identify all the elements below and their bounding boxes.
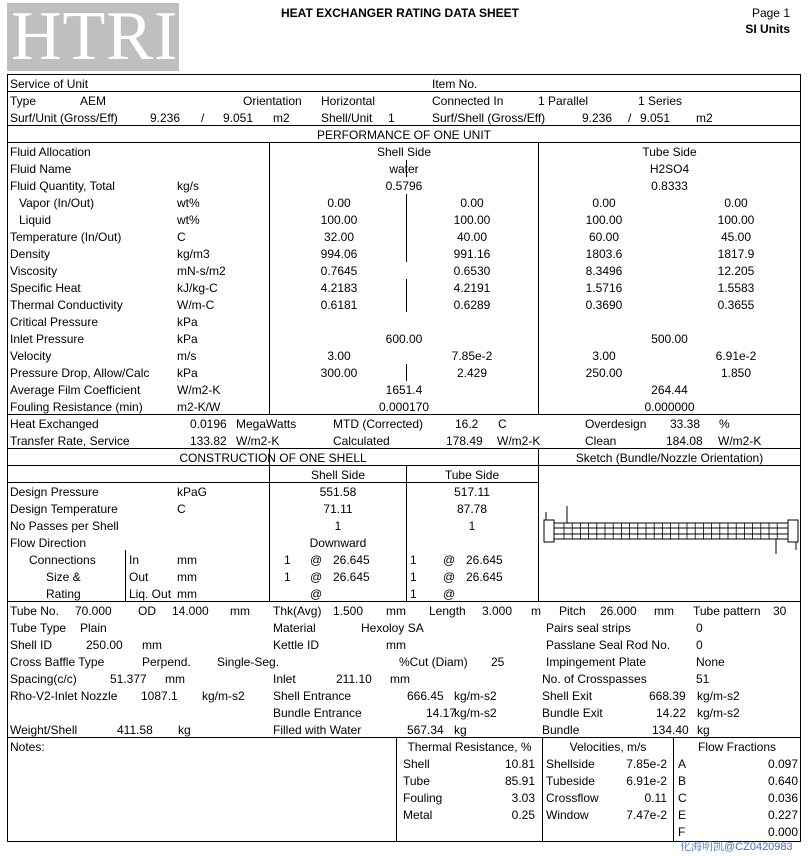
- geometry-rho-unit: kg/m-s2: [697, 706, 740, 720]
- perf-shell-value: 0.000170: [378, 400, 430, 414]
- mtd-value: 16.2: [455, 417, 479, 431]
- conn-out-unit: mm: [177, 570, 197, 584]
- flow-fraction-label: B: [678, 774, 687, 788]
- velocity-label: Tubeside: [546, 774, 595, 788]
- perf-cell: 1.850: [720, 366, 752, 380]
- perf-cell: 0.3655: [717, 298, 755, 312]
- flow-fraction-value: 0.640: [767, 774, 798, 788]
- geometry-mm: mm: [386, 604, 406, 618]
- perf-row-unit: kPa: [177, 315, 198, 329]
- v-line: [538, 449, 539, 602]
- geometry-crosspasses: 51: [696, 672, 710, 686]
- geometry-rho-unit: kg/m-s2: [454, 706, 497, 720]
- surf-unit-gross: 9.236: [150, 111, 181, 125]
- perf-cell: 40.00: [456, 230, 488, 244]
- perf-tube-value: 500.00: [651, 332, 688, 346]
- perf-cell: 0.00: [724, 196, 748, 210]
- perf-tube-value: 264.44: [651, 383, 688, 397]
- conn-out-label: Out: [129, 570, 149, 584]
- geometry-baffle-type: Perpend.: [142, 655, 191, 669]
- conn-in-shell-count: 1: [284, 553, 291, 567]
- perf-row-label: Vapor (In/Out): [19, 196, 95, 210]
- rating-label: Rating: [46, 587, 81, 601]
- geometry-tube-no: 70.000: [75, 604, 112, 618]
- units-label: SI Units: [745, 22, 790, 36]
- perf-cell: 1.5716: [585, 281, 623, 295]
- surf-unit-slash: /: [201, 111, 205, 125]
- perf-tube-value: 0.000000: [644, 400, 695, 414]
- geometry-bundle-exit: 14.22: [656, 706, 687, 720]
- surf-shell-unit: m2: [696, 111, 713, 125]
- perf-tube-side: Tube Side: [642, 145, 697, 159]
- perf-cell: 1.5583: [717, 281, 755, 295]
- h-line: [8, 91, 800, 92]
- geometry-kg: kg: [454, 723, 467, 737]
- perf-row-label: Fouling Resistance (min): [10, 400, 143, 414]
- v-line: [406, 364, 407, 381]
- geometry-mm: mm: [654, 604, 674, 618]
- flow-fraction-value: 0.000: [767, 825, 798, 839]
- service-label: Service of Unit: [10, 77, 89, 91]
- velocity-label: Window: [546, 808, 589, 822]
- geometry-mm: mm: [142, 638, 162, 652]
- page-number: Page 1: [751, 6, 790, 20]
- geometry-length: 3.000: [482, 604, 513, 618]
- geometry-pitch-label: Pitch: [559, 604, 586, 618]
- perf-row-label: Inlet Pressure: [10, 332, 85, 346]
- velocity-value: 7.47e-2: [626, 808, 667, 822]
- cons-tube-side: Tube Side: [444, 468, 500, 482]
- perf-row-label: Viscosity: [10, 264, 58, 278]
- velocity-value: 7.85e-2: [626, 757, 667, 771]
- design-pressure-unit: kPaG: [177, 485, 208, 499]
- geometry-baffle-seg: Single-Seg.: [217, 655, 280, 669]
- perf-cell: 1803.6: [585, 247, 623, 261]
- geometry-rho-unit: kg/m-s2: [202, 689, 245, 703]
- surf-unit-unit: m2: [273, 111, 290, 125]
- conn-liq-tube-count: 1: [410, 587, 417, 601]
- conn-in-tube-at: @: [443, 553, 456, 567]
- v-line: [125, 550, 126, 601]
- design-temp-unit: C: [177, 502, 186, 516]
- perf-cell: 7.85e-2: [451, 349, 493, 363]
- clean-unit: W/m2-K: [718, 434, 762, 448]
- geometry-od-label: OD: [138, 604, 156, 618]
- perf-row-unit: wt%: [177, 196, 200, 210]
- overdesign-label: Overdesign: [585, 417, 647, 431]
- thermal-value: 0.25: [511, 808, 535, 822]
- perf-cell: 45.00: [720, 230, 752, 244]
- conn-liq-unit: mm: [177, 587, 197, 601]
- velocity-label: Shellside: [546, 757, 595, 771]
- perf-cell: 100.00: [585, 213, 623, 227]
- geometry-mm: mm: [165, 672, 185, 686]
- connected-parallel: 1 Parallel: [538, 94, 589, 108]
- perf-row-label: Velocity: [10, 349, 52, 363]
- conn-liq-tube-at: @: [443, 587, 456, 601]
- surf-unit-label: Surf/Unit (Gross/Eff): [10, 111, 118, 125]
- geometry-mm: mm: [386, 638, 406, 652]
- perf-tube-value: H2SO4: [649, 162, 690, 176]
- geometry-shell-exit: 668.39: [649, 689, 686, 703]
- calculated-unit: W/m2-K: [497, 434, 541, 448]
- flow-fraction-value: 0.036: [767, 791, 798, 805]
- calculated-value: 178.49: [446, 434, 483, 448]
- perf-cell: 6.91e-2: [715, 349, 757, 363]
- flow-direction-shell: Downward: [309, 536, 367, 550]
- surf-shell-slash: /: [628, 111, 632, 125]
- geometry-filled: 567.34: [407, 723, 444, 737]
- perf-row-unit: kg/s: [177, 179, 200, 193]
- perf-cell: 100.00: [717, 213, 755, 227]
- passes-label: No Passes per Shell: [10, 519, 119, 533]
- geometry-passlane: 0: [696, 638, 703, 652]
- geometry-mm: mm: [390, 672, 410, 686]
- perf-row-label: Fluid Quantity, Total: [10, 179, 115, 193]
- geometry-material: Hexoloy SA: [361, 621, 424, 635]
- flow-fraction-value: 0.097: [767, 757, 798, 771]
- geometry-tube-type-label: Tube Type: [10, 621, 67, 635]
- perf-row-unit: m/s: [177, 349, 197, 363]
- perf-row-unit: kPa: [177, 366, 198, 380]
- perf-row-label: Temperature (In/Out): [10, 230, 122, 244]
- thermal-resistance-title: Thermal Resistance, %: [407, 740, 532, 754]
- passes-shell: 1: [334, 519, 342, 533]
- geometry-rho-unit: kg/m-s2: [697, 689, 740, 703]
- htri-logo: HTRI: [7, 3, 179, 71]
- mtd-unit: C: [498, 417, 507, 431]
- surf-shell-eff: 9.051: [640, 111, 671, 125]
- calculated-label: Calculated: [333, 434, 390, 448]
- perf-row-unit: kPa: [177, 332, 198, 346]
- perf-cell: 3.00: [592, 349, 616, 363]
- perf-shell-value: 600.00: [385, 332, 423, 346]
- heat-exchanged-label: Heat Exchanged: [10, 417, 99, 431]
- heat-exchanged-value: 0.0196: [190, 417, 227, 431]
- perf-row-unit: mN-s/m2: [177, 264, 226, 278]
- cons-shell-side: Shell Side: [310, 468, 366, 482]
- geometry-inlet: 211.10: [336, 672, 372, 686]
- geometry-shell-id-label: Shell ID: [10, 638, 53, 652]
- perf-cell: 1817.9: [717, 247, 755, 261]
- velocity-value: 0.11: [644, 791, 667, 805]
- geometry-rho-label: Rho-V2-Inlet Nozzle: [10, 689, 118, 703]
- sketch-right-head: [788, 520, 798, 542]
- perf-row-unit: kJ/kg-C: [177, 281, 218, 295]
- thermal-label: Fouling: [403, 791, 443, 805]
- perf-row-unit: C: [177, 230, 186, 244]
- geometry-pairs: 0: [696, 621, 703, 635]
- watermark: 化海明凯@CZ0420983: [680, 841, 793, 853]
- perf-row-unit: W/m2-K: [177, 383, 221, 397]
- mtd-label: MTD (Corrected): [333, 417, 424, 431]
- geometry-m: m: [531, 604, 541, 618]
- conn-in-unit: mm: [177, 553, 197, 567]
- heat-exchanged-unit: MegaWatts: [236, 417, 297, 431]
- geometry-shell-entr-label: Shell Entrance: [273, 689, 352, 703]
- geometry-kg: kg: [697, 723, 710, 737]
- geometry-od: 14.000: [172, 604, 209, 618]
- design-temp-tube: 87.78: [456, 502, 488, 516]
- passes-tube: 1: [468, 519, 476, 533]
- geometry-pattern: 30: [773, 604, 787, 618]
- conn-in-shell-size: 26.645: [333, 553, 370, 567]
- thermal-value: 85.91: [504, 774, 535, 788]
- geometry-cut-label: %Cut (Diam): [399, 655, 468, 669]
- perf-row-label: Fluid Allocation: [10, 145, 91, 159]
- clean-value: 184.08: [666, 434, 703, 448]
- design-pressure-label: Design Pressure: [10, 485, 99, 499]
- sketch-baffles: [564, 523, 777, 539]
- perf-shell-value: 1651.4: [385, 383, 423, 397]
- connected-label: Connected In: [432, 94, 504, 108]
- orientation-value: Horizontal: [321, 94, 376, 108]
- geometry-pairs-label: Pairs seal strips: [546, 621, 631, 635]
- perf-cell: 0.00: [460, 196, 484, 210]
- conn-in-shell-at: @: [310, 553, 323, 567]
- design-pressure-tube: 517.11: [454, 485, 490, 499]
- geometry-crosspasses-label: No. of Crosspasses: [542, 672, 647, 686]
- thermal-value: 10.81: [504, 757, 535, 771]
- perf-shell-value: 0.5796: [385, 179, 423, 193]
- geometry-thk: 1.500: [333, 604, 364, 618]
- geometry-baffle-label: Cross Baffle Type: [10, 655, 105, 669]
- conn-out-tube-at: @: [443, 570, 456, 584]
- perf-cell: 0.00: [592, 196, 616, 210]
- type-label: Type: [10, 94, 37, 108]
- geometry-length-label: Length: [429, 604, 466, 618]
- sketch-left-head: [544, 520, 554, 542]
- bundle-sketch: [540, 500, 800, 560]
- design-temp-label: Design Temperature: [10, 502, 118, 516]
- surf-unit-eff: 9.051: [223, 111, 254, 125]
- perf-cell: 0.6181: [320, 298, 358, 312]
- geometry-bundle-entr: 14.17: [426, 706, 457, 720]
- geometry-spacing: 51.377: [110, 672, 147, 686]
- perf-row-label: Specific Heat: [10, 281, 81, 295]
- perf-cell: 0.3690: [585, 298, 623, 312]
- geometry-tube-no-label: Tube No.: [10, 604, 59, 618]
- perf-row-label: Density: [10, 247, 51, 261]
- perf-row-unit: wt%: [177, 213, 200, 227]
- flow-fraction-label: C: [678, 791, 687, 805]
- type-value: AEM: [80, 94, 107, 108]
- geometry-shell-entr: 666.45: [407, 689, 444, 703]
- geometry-weight-label: Weight/Shell: [10, 723, 78, 737]
- geometry-bundle: 134.40: [652, 723, 689, 737]
- perf-row-unit: W/m-C: [177, 298, 215, 312]
- conn-liq-label: Liq. Out: [129, 587, 172, 601]
- geometry-impingement-label: Impingement Plate: [546, 655, 647, 669]
- size-label: Size &: [46, 570, 81, 584]
- conn-in-tube-count: 1: [410, 553, 417, 567]
- perf-cell: 0.7645: [320, 264, 358, 278]
- geometry-pattern-label: Tube pattern: [693, 604, 761, 618]
- overdesign-unit: %: [719, 417, 730, 431]
- geometry-bundle-exit-label: Bundle Exit: [542, 706, 603, 720]
- perf-row-unit: m2-K/W: [177, 400, 221, 414]
- perf-row-label: Thermal Conductivity: [10, 298, 123, 312]
- geometry-bundle-label: Bundle: [542, 723, 580, 737]
- perf-cell: 8.3496: [585, 264, 623, 278]
- perf-cell: 0.6530: [453, 264, 491, 278]
- clean-label: Clean: [585, 434, 617, 448]
- perf-cell: 991.16: [453, 247, 491, 261]
- design-pressure-shell: 551.58: [319, 485, 357, 499]
- item-label: Item No.: [432, 77, 478, 91]
- transfer-rate-label: Transfer Rate, Service: [10, 434, 130, 448]
- shell-unit-value: 1: [388, 111, 395, 125]
- connected-series: 1 Series: [638, 94, 683, 108]
- surf-shell-label: Surf/Shell (Gross/Eff): [432, 111, 546, 125]
- thermal-label: Tube: [403, 774, 430, 788]
- conn-out-shell-count: 1: [284, 570, 291, 584]
- header: [180, 3, 800, 71]
- v-line: [406, 194, 407, 262]
- shell-unit-label: Shell/Unit: [321, 111, 373, 125]
- perf-row-unit: kg/m3: [177, 247, 210, 261]
- flow-direction-label: Flow Direction: [10, 536, 87, 550]
- geometry-material-label: Material: [273, 621, 316, 635]
- perf-shell-value: water: [389, 162, 419, 176]
- transfer-rate-unit: W/m2-K: [236, 434, 280, 448]
- geometry-passlane-label: Passlane Seal Rod No.: [546, 638, 671, 652]
- orientation-label: Orientation: [243, 94, 302, 108]
- transfer-rate-value: 133.82: [190, 434, 227, 448]
- h-line: [8, 601, 800, 602]
- conn-in-label: In: [129, 553, 140, 567]
- h-line: [8, 125, 800, 126]
- thermal-label: Metal: [403, 808, 433, 822]
- v-line: [406, 279, 407, 312]
- notes-label: Notes:: [10, 740, 45, 754]
- velocity-value: 6.91e-2: [626, 774, 667, 788]
- velocities-title: Velocities, m/s: [569, 740, 647, 754]
- perf-row-label: Critical Pressure: [10, 315, 99, 329]
- geometry-cut: 25: [491, 655, 505, 669]
- perf-cell: 12.205: [717, 264, 755, 278]
- perf-cell: 32.00: [323, 230, 355, 244]
- perf-cell: 3.00: [327, 349, 351, 363]
- geometry-bundle-entr-label: Bundle Entrance: [273, 706, 362, 720]
- geometry-shell-id: 250.00: [86, 638, 123, 652]
- perf-tube-value: 0.8333: [651, 179, 688, 193]
- perf-row-label: Fluid Name: [10, 162, 72, 176]
- perf-cell: 4.2191: [453, 281, 491, 295]
- design-temp-shell: 71.11: [323, 502, 353, 516]
- performance-title: PERFORMANCE OF ONE UNIT: [316, 128, 491, 142]
- perf-cell: 994.06: [320, 247, 358, 261]
- perf-row-label: Pressure Drop, Allow/Calc: [10, 366, 150, 380]
- geometry-rho: 1087.1: [141, 689, 178, 703]
- geometry-tube-type: Plain: [80, 621, 107, 635]
- thermal-label: Shell: [403, 757, 430, 771]
- perf-shell-side: Shell Side: [376, 145, 432, 159]
- perf-row-label: Liquid: [19, 213, 52, 227]
- perf-cell: 0.6289: [453, 298, 491, 312]
- sheet-title: HEAT EXCHANGER RATING DATA SHEET: [281, 6, 520, 20]
- geometry-impingement: None: [696, 655, 725, 669]
- geometry-kg: kg: [178, 723, 191, 737]
- perf-row-label: Average Film Coefficient: [10, 383, 141, 397]
- geometry-rho-unit: kg/m-s2: [454, 689, 497, 703]
- geometry-kettle-label: Kettle ID: [273, 638, 320, 652]
- geometry-inlet-label: Inlet: [273, 672, 296, 686]
- perf-cell: 60.00: [588, 230, 620, 244]
- geometry-pitch: 26.000: [600, 604, 637, 618]
- sketch-title: Sketch (Bundle/Nozzle Orientation): [575, 451, 764, 465]
- velocity-label: Crossflow: [546, 791, 599, 805]
- conn-out-shell-size: 26.645: [333, 570, 370, 584]
- conn-in-tube-size: 26.645: [466, 553, 503, 567]
- construction-title: CONSTRUCTION OF ONE SHELL: [179, 451, 367, 465]
- conn-out-tube-size: 26.645: [466, 570, 503, 584]
- flow-fraction-value: 0.227: [767, 808, 798, 822]
- thermal-value: 3.03: [511, 791, 535, 805]
- geometry-mm: mm: [230, 604, 250, 618]
- geometry-thk-label: Thk(Avg): [273, 604, 322, 618]
- geometry-shell-exit-label: Shell Exit: [542, 689, 593, 703]
- surf-shell-gross: 9.236: [582, 111, 613, 125]
- conn-liq-shell-at: @: [310, 587, 323, 601]
- connections-label: Connections: [29, 553, 96, 567]
- perf-cell: 4.2183: [320, 281, 358, 295]
- flow-fractions-title: Flow Fractions: [697, 740, 777, 754]
- perf-cell: 0.00: [327, 196, 351, 210]
- flow-fraction-label: F: [678, 825, 686, 839]
- perf-cell: 100.00: [453, 213, 491, 227]
- perf-cell: 100.00: [320, 213, 358, 227]
- geometry-filled-label: Filled with Water: [273, 723, 362, 737]
- perf-cell: 250.00: [585, 366, 623, 380]
- geometry-spacing-label: Spacing(c/c): [10, 672, 77, 686]
- conn-out-tube-count: 1: [410, 570, 417, 584]
- flow-fraction-label: A: [678, 757, 687, 771]
- geometry-weight: 411.58: [117, 723, 153, 737]
- overdesign-value: 33.38: [670, 417, 701, 431]
- flow-fraction-label: E: [678, 808, 687, 822]
- conn-out-shell-at: @: [310, 570, 323, 584]
- perf-cell: 300.00: [320, 366, 358, 380]
- perf-cell: 2.429: [456, 366, 488, 380]
